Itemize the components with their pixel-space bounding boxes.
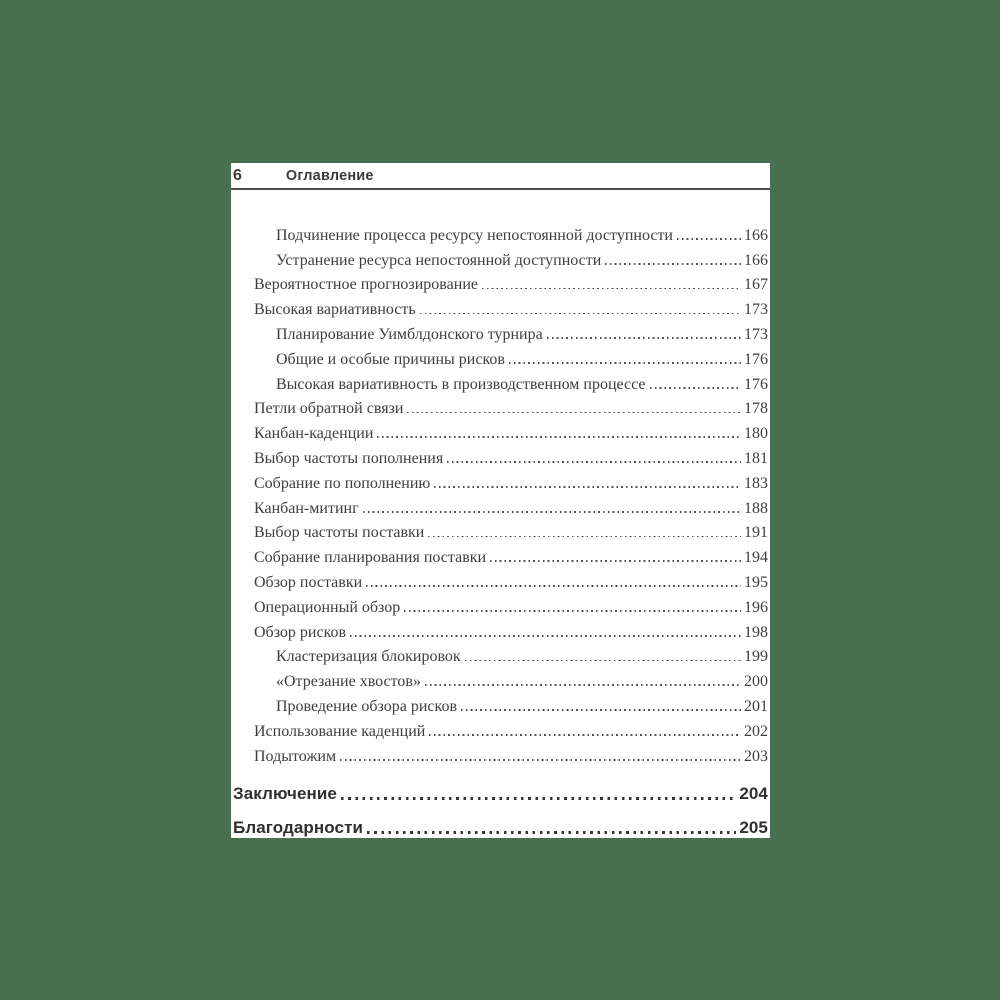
toc-entry-title: Использование каденций: [254, 722, 426, 740]
toc-entry-title: Обзор поставки: [254, 573, 363, 591]
dotted-leader: [340, 759, 741, 761]
toc-entry: [231, 394, 770, 419]
toc-entry-page: 196: [744, 598, 768, 616]
toc-entry-title: «Отрезание хвостов»: [276, 673, 421, 691]
toc-entry-title: Канбан-митинг: [254, 499, 359, 517]
toc-entry: [231, 344, 770, 369]
dotted-leader: [677, 238, 741, 240]
toc-entry: [231, 245, 770, 270]
toc-entry: [231, 741, 770, 766]
toc-entry-title: Обзор рисков: [254, 623, 347, 641]
toc-entry: [231, 518, 770, 543]
dotted-leader: [350, 635, 741, 637]
toc-entry-page: 180: [744, 425, 768, 443]
toc-entry-page: 176: [744, 350, 768, 368]
toc-entry-page: 191: [744, 524, 768, 542]
toc-entry: [231, 592, 770, 617]
dotted-leader: [367, 831, 736, 834]
table-of-contents: [231, 220, 770, 838]
toc-entry: [231, 294, 770, 319]
toc-entry-page: 201: [744, 697, 768, 715]
dotted-leader: [366, 585, 741, 587]
dotted-leader: [420, 313, 741, 315]
toc-entry-title: Общие и особые причины рисков: [276, 350, 505, 368]
toc-entry-page: 204: [739, 783, 768, 803]
toc-entry: [231, 716, 770, 741]
book-page: [231, 163, 770, 838]
toc-entry-page: 173: [744, 325, 768, 343]
dotted-leader: [490, 560, 741, 562]
toc-entry-page: 194: [744, 549, 768, 567]
toc-entry-page: 167: [744, 276, 768, 294]
toc-entry: [231, 418, 770, 443]
toc-entry-title: Операционный обзор: [254, 598, 401, 616]
toc-entry-title: Выбор частоты поставки: [254, 524, 425, 542]
toc-entry: [231, 270, 770, 295]
dotted-leader: [509, 362, 741, 364]
toc-entry: [231, 319, 770, 344]
page-header: [231, 163, 770, 190]
dotted-leader: [547, 337, 741, 339]
toc-entry: [231, 220, 770, 245]
toc-entry: [231, 443, 770, 468]
dotted-leader: [341, 797, 736, 800]
toc-entry-title: Выбор частоты пополнения: [254, 449, 444, 467]
toc-entry-page: 200: [744, 673, 768, 691]
toc-entry: [231, 813, 770, 838]
dotted-leader: [461, 709, 741, 711]
toc-entry-title: Петли обратной связи: [254, 400, 404, 418]
dotted-leader: [404, 610, 741, 612]
toc-entry-title: Проведение обзора рисков: [276, 697, 458, 715]
dotted-leader: [377, 436, 741, 438]
toc-entry: [231, 493, 770, 518]
toc-entry: [231, 542, 770, 567]
toc-entry-page: 173: [744, 301, 768, 319]
toc-entry-page: 188: [744, 499, 768, 517]
toc-entry-page: 166: [744, 226, 768, 244]
toc-entry-page: 178: [744, 400, 768, 418]
toc-entry-title: Высокая вариативность: [254, 301, 416, 319]
toc-entry: [231, 642, 770, 667]
dotted-leader: [605, 263, 741, 265]
toc-entry: [231, 468, 770, 493]
toc-entry-title: Благодарности: [233, 817, 364, 837]
toc-entry: [231, 617, 770, 642]
toc-entry-page: 203: [744, 747, 768, 765]
dotted-leader: [428, 536, 741, 538]
toc-entry-title: Вероятностное прогнозирование: [254, 276, 478, 294]
toc-entry-title: Подытожим: [254, 747, 337, 765]
toc-entry: [231, 666, 770, 691]
page-number: 6: [233, 167, 242, 184]
dotted-leader: [434, 486, 741, 488]
toc-entry-page: 195: [744, 573, 768, 591]
dotted-leader: [425, 684, 741, 686]
toc-entry-title: Высокая вариативность в производственном процессе: [276, 375, 646, 393]
toc-entry: [231, 369, 770, 394]
page-title: Оглавление: [285, 168, 374, 184]
toc-entry-title: Подчинение процесса ресурсу непостоянной доступности: [276, 226, 673, 244]
toc-entry-page: 176: [744, 375, 768, 393]
toc-entry-title: Устранение ресурса непостоянной доступности: [276, 251, 602, 269]
toc-entry-title: Планирование Уимблдонского турнира: [276, 325, 543, 343]
toc-entry: [231, 691, 770, 716]
toc-entry-page: 199: [744, 648, 768, 666]
dotted-leader: [363, 511, 741, 513]
toc-entry-title: Кластеризация блокировок: [276, 648, 461, 666]
toc-entry: [231, 567, 770, 592]
dotted-leader: [447, 461, 741, 463]
toc-entry-title: Собрание планирования поставки: [254, 549, 487, 567]
toc-entry-page: 202: [744, 722, 768, 740]
toc-entry-page: 166: [744, 251, 768, 269]
toc-entry-title: Заключение: [233, 783, 337, 803]
toc-entry-page: 205: [739, 817, 768, 837]
dotted-leader: [429, 734, 741, 736]
toc-entry-page: 198: [744, 623, 768, 641]
dotted-leader: [482, 288, 741, 290]
dotted-leader: [650, 387, 741, 389]
dotted-leader: [465, 660, 741, 662]
toc-entry-title: Собрание по пополнению: [254, 474, 431, 492]
toc-entry: [231, 779, 770, 804]
toc-entry-title: Канбан-каденции: [254, 425, 374, 443]
toc-entry-page: 181: [744, 449, 768, 467]
dotted-leader: [407, 412, 741, 414]
toc-entry-page: 183: [744, 474, 768, 492]
